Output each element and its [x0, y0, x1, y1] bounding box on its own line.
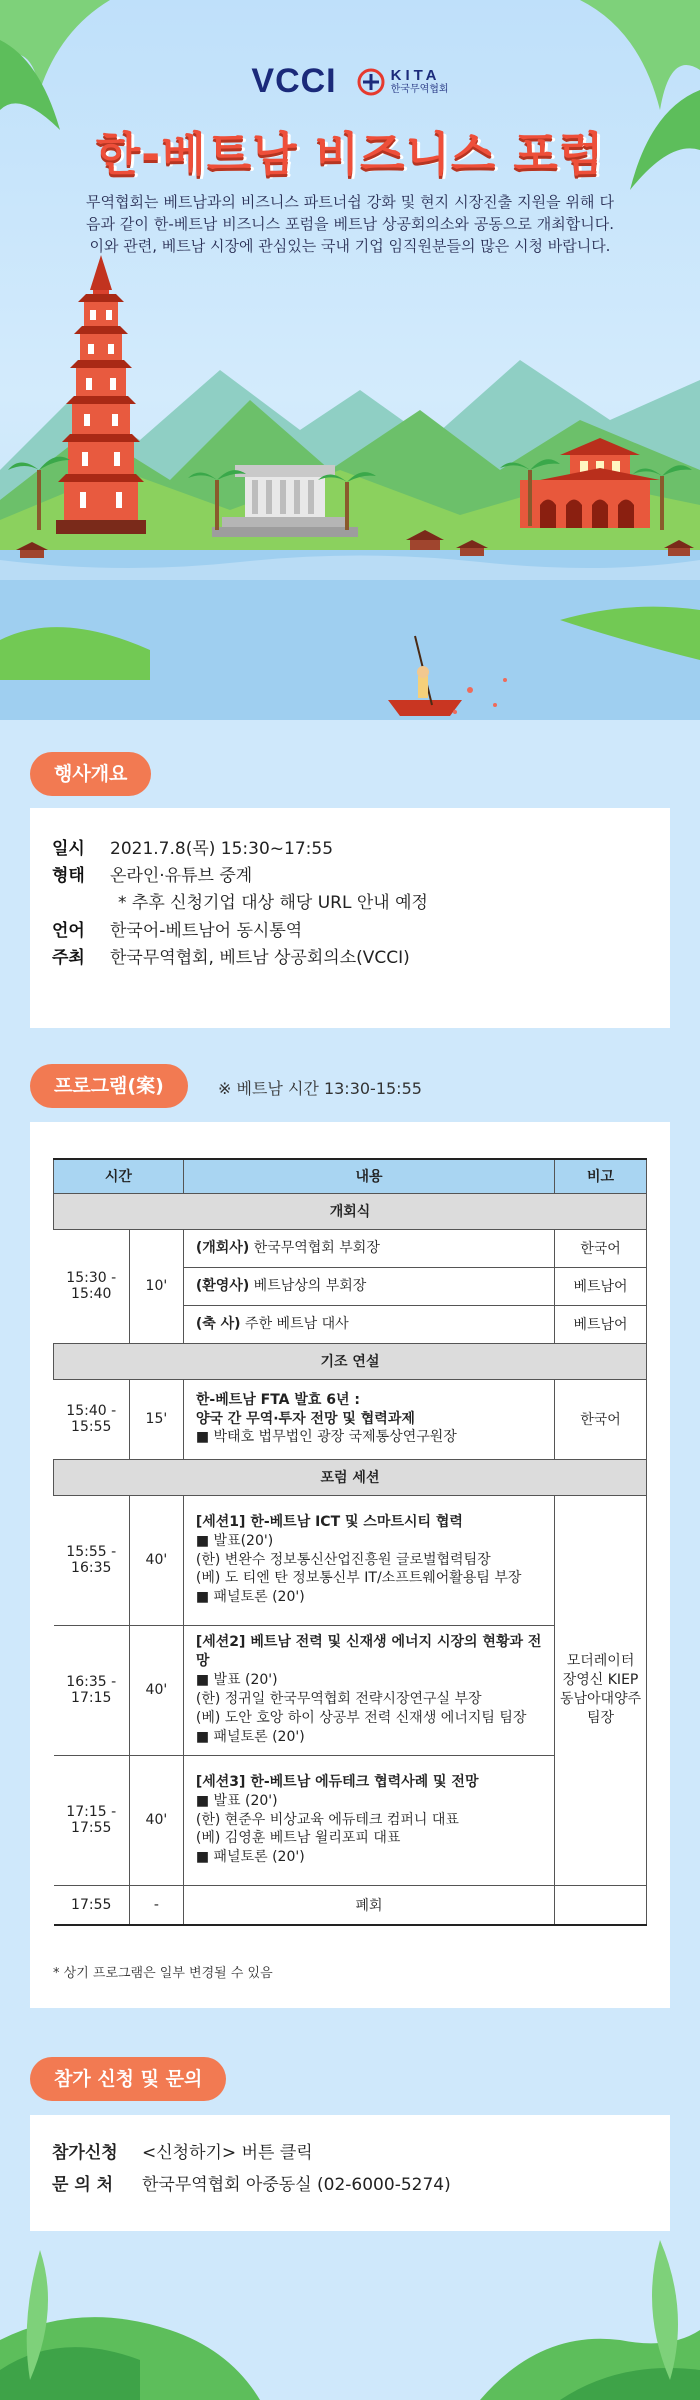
- speaker-text: 한국무역협회 부회장: [249, 1239, 380, 1256]
- kita-logo-subtext: 한국무역협회: [390, 84, 449, 96]
- keynote-title: 한-베트남 FTA 발효 6년 :: [195, 1391, 361, 1408]
- duration-cell: 40': [129, 1625, 183, 1755]
- hero-illustration: [0, 0, 700, 720]
- remark-cell: 베트남어: [555, 1267, 647, 1305]
- content-cell: [183, 1625, 554, 1755]
- overview-value: 온라인·유튜브 중계: [110, 866, 253, 887]
- overview-value: 한국무역협회, 베트남 상공회의소(VCCI): [110, 947, 410, 968]
- apply-pill: 참가 신청 및 문의: [30, 2057, 226, 2101]
- apply-row: [52, 2137, 670, 2169]
- content-cell: 폐회: [183, 1885, 554, 1925]
- moderator-cell: 모더레이터 장영신 KIEP 동남아대양주 팀장: [555, 1495, 647, 1885]
- apply-key: 참가신청: [52, 2143, 118, 2163]
- time-cell: 17:15 - 17:55: [54, 1755, 130, 1885]
- col-header-time: 시간: [54, 1159, 184, 1193]
- time-cell: 17:55: [54, 1885, 130, 1925]
- content-cell: [183, 1305, 554, 1343]
- session-line: ■ 발표(20'): [195, 1532, 274, 1549]
- content-cell: [183, 1229, 554, 1267]
- kita-logo-text: KITA: [390, 66, 441, 84]
- apply-key: 문 의 처: [52, 2175, 114, 2196]
- keynote-speaker: ■ 박태호 법무법인 광장 국제통상연구원장: [195, 1429, 457, 1446]
- duration-cell: 15': [129, 1379, 183, 1459]
- section-label: 포럼 세션: [54, 1459, 647, 1495]
- speaker-text: 베트남상의 부회장: [249, 1277, 367, 1294]
- table-row: [54, 1885, 647, 1925]
- session-line: ■ 발표 (20'): [195, 1792, 278, 1809]
- intro-text: 무역협회는 베트남과의 비즈니스 파트너쉽 강화 및 현지 시장진출 지원을 위해 다음과 같이 한-베트남 비즈니스 포럼을 베트남 상공회의소와 공동으로 개최합니다. 이와 관련, 베트남 시장에 관심있는 국내 기업 임직원분들의 많은 시청 바랍니다.: [86, 193, 614, 255]
- program-card: [30, 1122, 670, 2008]
- overview-value: 2021.7.8(목) 15:30~17:55: [110, 839, 334, 859]
- role-tag: (환영사): [195, 1277, 250, 1294]
- session-line: (한) 현준우 비상교육 에듀테크 컴퍼니 대표: [195, 1811, 459, 1828]
- col-header-remark: 비고: [555, 1159, 647, 1193]
- speaker-text: 주한 베트남 대사: [240, 1315, 349, 1332]
- duration-cell: 10': [129, 1229, 183, 1343]
- overview-pill: 행사개요: [30, 752, 151, 796]
- apply-value: <신청하기> 버튼 클릭: [142, 2143, 313, 2163]
- duration-cell: -: [129, 1885, 183, 1925]
- section-row: [54, 1459, 647, 1495]
- pagoda-icon: [56, 255, 146, 534]
- program-timezone-note: ※ 베트남 시간 13:30-15:55: [218, 1079, 422, 1098]
- session-line: ■ 패널토론 (20'): [195, 1849, 305, 1866]
- session-title: [세션2] 베트남 전력 및 신재생 에너지 시장의 현황과 전망: [195, 1634, 542, 1670]
- apply-card: [30, 2115, 670, 2231]
- session-line: ■ 패널토론 (20'): [195, 1589, 305, 1606]
- session-title: [세션1] 한-베트남 ICT 및 스마트시티 협력: [195, 1513, 463, 1530]
- role-tag: (개회사): [195, 1239, 250, 1256]
- program-footnote: * 상기 프로그램은 일부 변경될 수 있음: [53, 1966, 273, 1981]
- overview-subnote: * 추후 신청기업 대상 해당 URL 안내 예정: [118, 893, 428, 914]
- apply-row: [52, 2169, 670, 2201]
- time-cell: 15:30 - 15:40: [54, 1229, 130, 1343]
- overview-card: [30, 808, 670, 1028]
- overview-row-format: [52, 863, 670, 917]
- overview-row-host: [52, 945, 670, 972]
- role-tag: (축 사): [195, 1315, 241, 1332]
- vcci-logo: VCCI: [251, 62, 337, 100]
- logo-bar: [0, 62, 700, 101]
- hero-banner: [0, 0, 700, 720]
- page-title: 한-베트남 비즈니스 포럼: [95, 127, 605, 181]
- overview-key: 일시: [52, 839, 85, 859]
- duration-cell: 40': [129, 1495, 183, 1625]
- table-row: [54, 1229, 647, 1267]
- table-row: [54, 1379, 647, 1459]
- session-line: (한) 정귀일 한국무역협회 전략시장연구실 부장: [195, 1691, 482, 1707]
- time-cell: 16:35 - 17:15: [54, 1625, 130, 1755]
- col-header-content: 내용: [183, 1159, 554, 1193]
- remark-cell: [555, 1885, 647, 1925]
- overview-row-language: [52, 918, 670, 945]
- kita-logo: [357, 68, 449, 96]
- overview-key: 형태: [52, 866, 85, 887]
- apply-value: 한국무역협회 아중동실 (02-6000-5274): [142, 2175, 451, 2196]
- session-line: ■ 발표 (20'): [195, 1672, 278, 1689]
- content-cell: [183, 1379, 554, 1459]
- section-row: [54, 1343, 647, 1379]
- overview-value: 한국어-베트남어 동시통역: [110, 920, 303, 941]
- session-line: (베) 도 티엔 탄 정보통신부 IT/소프트웨어활용팀 부장: [195, 1570, 522, 1587]
- session-line: ■ 패널토론 (20'): [195, 1728, 305, 1745]
- time-cell: 15:55 - 16:35: [54, 1495, 130, 1625]
- kita-emblem-icon: [357, 68, 385, 96]
- section-label: 개회식: [54, 1193, 647, 1229]
- session-line: (베) 김영훈 베트남 윌리포피 대표: [195, 1830, 401, 1847]
- program-pill: 프로그램(案): [30, 1064, 188, 1108]
- session-line: (베) 도안 호앙 하이 상공부 전력 신재생 에너지팀 팀장: [195, 1709, 527, 1726]
- overview-row-date: [52, 836, 670, 863]
- footer-illustration: [0, 2230, 700, 2400]
- remark-cell: 한국어: [555, 1229, 647, 1267]
- session-line: (한) 변완수 정보통신산업진흥원 글로벌협력팀장: [195, 1551, 491, 1568]
- remark-cell: 한국어: [555, 1379, 647, 1459]
- overview-key: 언어: [52, 920, 85, 941]
- section-label: 기조 연설: [54, 1343, 647, 1379]
- content-cell: [183, 1267, 554, 1305]
- section-row: [54, 1193, 647, 1229]
- overview-key: 주최: [52, 947, 85, 968]
- content-cell: [183, 1495, 554, 1625]
- content-cell: [183, 1755, 554, 1885]
- duration-cell: 40': [129, 1755, 183, 1885]
- table-row: [54, 1495, 647, 1625]
- keynote-subtitle: 양국 간 무역·투자 전망 및 협력과제: [195, 1410, 415, 1427]
- time-cell: 15:40 - 15:55: [54, 1379, 130, 1459]
- session-title: [세션3] 한-베트남 에듀테크 협력사례 및 전망: [195, 1773, 479, 1790]
- remark-cell: 베트남어: [555, 1305, 647, 1343]
- program-table: [53, 1158, 647, 1926]
